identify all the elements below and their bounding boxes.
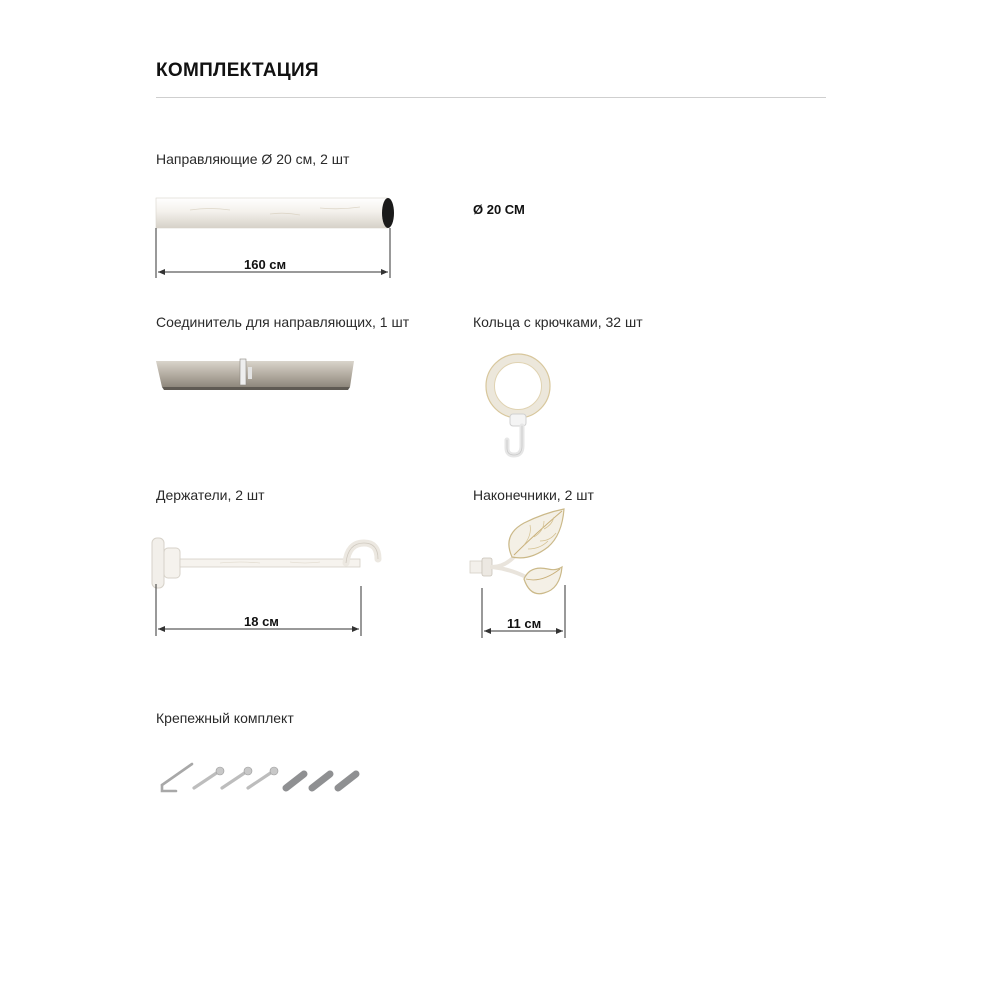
ring-hook (507, 426, 522, 455)
holder-length-label: 18 см (244, 614, 279, 629)
screw-1 (194, 767, 224, 788)
dowel-3 (338, 774, 356, 788)
rail-body (156, 198, 388, 228)
screw-3 (248, 767, 278, 788)
title-divider (156, 97, 826, 98)
dowel-1 (286, 774, 304, 788)
holders-label: Держатели, 2 шт (156, 487, 265, 503)
finials-label: Наконечники, 2 шт (473, 487, 594, 503)
mounting-label: Крепежный комплект (156, 710, 294, 726)
finial-leaf-small (524, 567, 562, 594)
rail-diameter-label: Ø 20 СМ (473, 202, 525, 217)
rail-end (382, 198, 394, 228)
ring-image (480, 348, 560, 463)
hex-key (162, 764, 192, 785)
page-title: КОМПЛЕКТАЦИЯ (156, 60, 319, 81)
rail-length-label: 160 см (244, 257, 287, 272)
holder-arm (180, 559, 360, 567)
connector-label: Соединитель для направляющих, 1 шт (156, 314, 410, 330)
rings-label: Кольца с крючками, 32 шт (473, 314, 643, 330)
finial-length-label: 11 см (507, 616, 542, 631)
connector-image (154, 355, 364, 395)
mounting-kit-image (154, 760, 364, 800)
screw-2 (222, 767, 252, 788)
ring-body (490, 358, 546, 414)
dowel-2 (312, 774, 330, 788)
holder-base (152, 538, 164, 588)
rails-label: Направляющие Ø 20 см, 2 шт (156, 151, 350, 167)
connector-body (156, 361, 354, 387)
